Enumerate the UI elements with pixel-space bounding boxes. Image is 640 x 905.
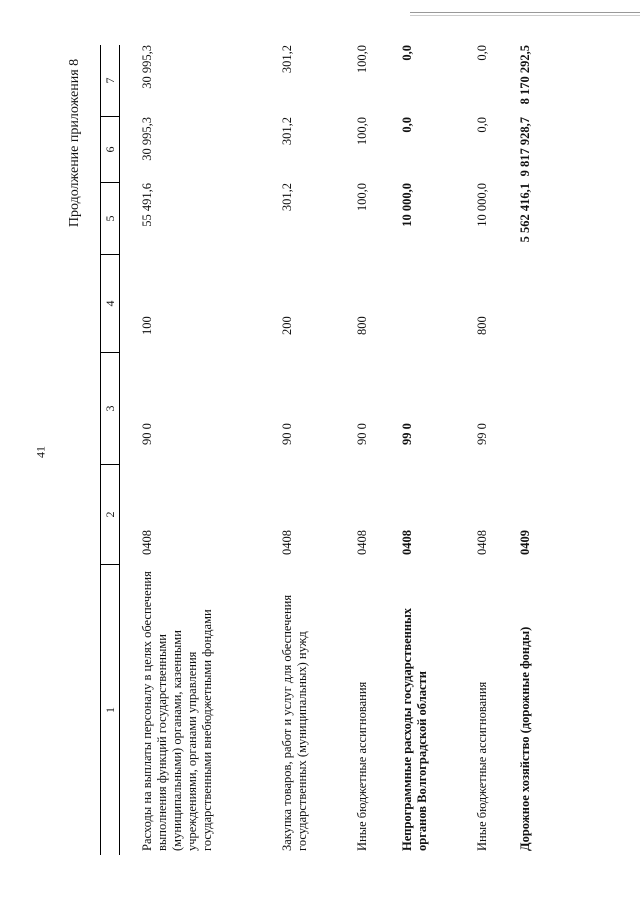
row-name: Закупка товаров, работ и услуг для обеспечения государственных (муниципальных) нужд	[280, 594, 309, 851]
row-expense-type: 800	[475, 316, 489, 335]
header-col-2: 2	[101, 465, 119, 565]
header-col-7: 7	[101, 45, 119, 117]
row-program-code: 99 0	[475, 423, 489, 445]
row-expense-type: 800	[355, 316, 369, 335]
appendix-continuation-title: Продолжение приложения 8	[67, 58, 82, 228]
row-expense-type: 100	[140, 316, 154, 335]
header-col-3: 3	[101, 353, 119, 465]
row-name: Иные бюджетные ассигнования	[355, 681, 369, 851]
row-value-col6: 100,0	[355, 117, 369, 146]
scan-edge-line	[410, 12, 640, 13]
budget-table	[100, 45, 532, 851]
header-col-6: 6	[101, 117, 119, 183]
row-value-col7: 100,0	[355, 45, 369, 74]
header-col-4: 4	[101, 255, 119, 353]
row-value-col7: 0,0	[400, 45, 414, 61]
row-program-code: 90 0	[140, 423, 154, 445]
row-value-col7: 301,2	[280, 45, 294, 74]
row-name: Непрограммные расходы государственных органов Волгоградской области	[400, 607, 429, 851]
header-col-1: 1	[103, 707, 117, 713]
row-value-col6: 30 995,3	[140, 117, 154, 161]
row-value-col7: 30 995,3	[140, 45, 154, 89]
budget-table-rotated	[100, 45, 600, 855]
row-value-col5: 10 000,0	[475, 183, 489, 227]
row-value-col5: 10 000,0	[400, 183, 414, 227]
row-section-code: 0409	[518, 530, 532, 555]
row-value-col6: 0,0	[400, 117, 414, 133]
row-value-col6: 301,2	[280, 117, 294, 146]
row-program-code: 90 0	[355, 423, 369, 445]
row-section-code: 0408	[355, 530, 369, 555]
table-header-row	[100, 45, 120, 855]
row-program-code: 99 0	[400, 423, 414, 445]
header-col-5: 5	[101, 183, 119, 255]
row-value-col7: 0,0	[475, 45, 489, 61]
row-value-col7: 8 170 292,5	[518, 45, 532, 105]
row-value-col5: 55 491,6	[140, 183, 154, 227]
row-name: Дорожное хозяйство (дорожные фонды)	[518, 626, 532, 851]
row-value-col5: 100,0	[355, 183, 369, 212]
row-section-code: 0408	[475, 530, 489, 555]
page-number: 41	[33, 446, 48, 458]
row-value-col5: 301,2	[280, 183, 294, 212]
row-name: Иные бюджетные ассигнования	[475, 681, 489, 851]
row-name: Расходы на выплаты персоналу в целях обеспечения выполнения функций государственными (муниципальными) органами, казенными учреждениями, органами управления государственными внебюджетными фондами	[140, 571, 214, 851]
scan-edge-line-faint	[410, 15, 640, 16]
row-value-col6: 9 817 928,7	[518, 117, 532, 177]
row-expense-type: 200	[280, 316, 294, 335]
row-section-code: 0408	[280, 530, 294, 555]
row-section-code: 0408	[400, 530, 414, 555]
row-program-code: 90 0	[280, 423, 294, 445]
row-section-code: 0408	[140, 530, 154, 555]
row-value-col6: 0,0	[475, 117, 489, 133]
row-value-col5: 5 562 416,1	[518, 183, 532, 243]
